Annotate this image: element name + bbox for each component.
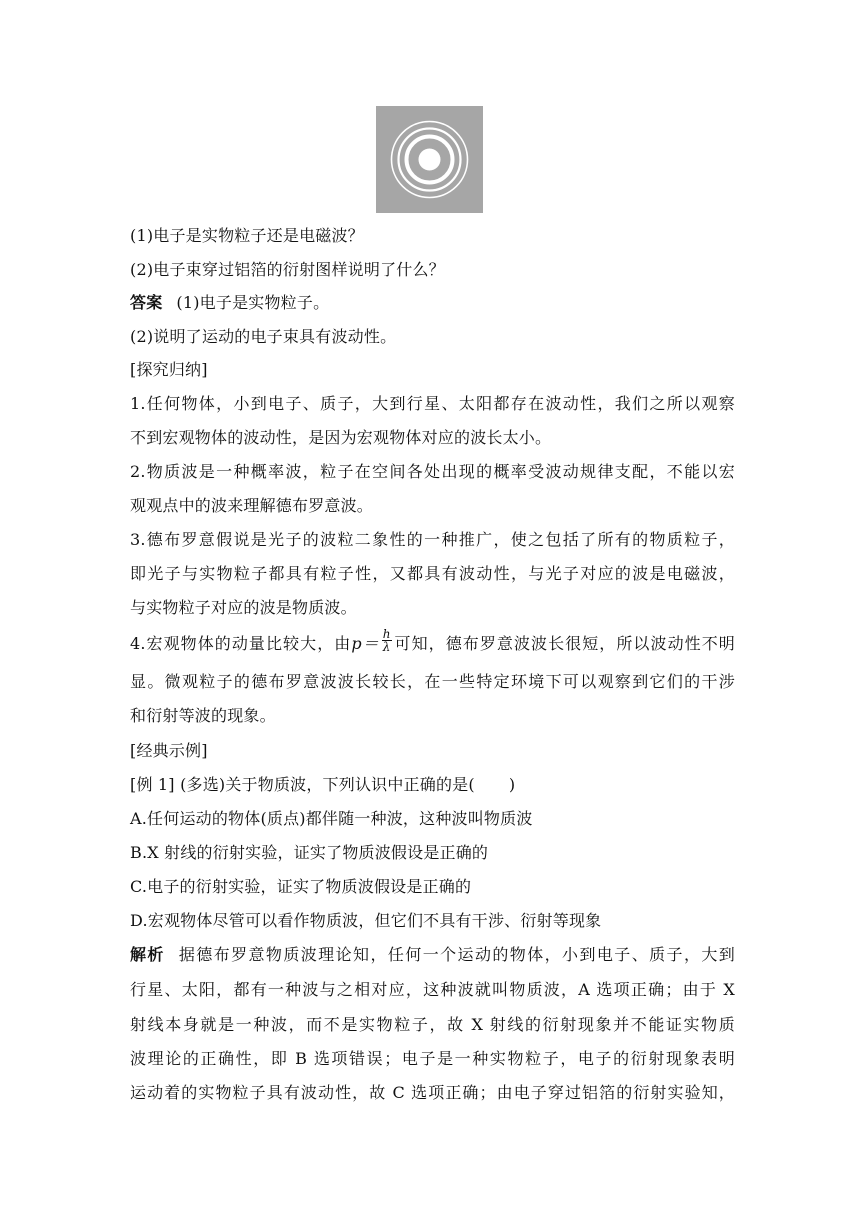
formula-lhs: p＝ [351,634,380,653]
point-4-line-2: 显。微观粒子的德布罗意波波长较长，在一些特定环境下可以观察到它们的干涉 [130,672,735,691]
point-3-line-3: 与实物粒子对应的波是物质波。 [130,598,357,617]
diffraction-rings-icon [376,106,483,213]
analysis-line-4: 波理论的正确性，即 B 选项错误；电子是一种实物粒子，电子的衍射现象表明 [130,1049,735,1068]
formula-fraction [382,628,392,653]
example-type: (多选) [180,775,226,794]
point-2-line-1: 2.物质波是一种概率波，粒子在空间各处出现的概率受波动规律支配，不能以宏 [130,462,735,481]
formula-denominator: λ [382,640,391,654]
answer-line-2: (2)说明了运动的电子束具有波动性。 [130,327,397,346]
section-example-heading: [经典示例] [130,741,208,760]
point-4-post: 可知，德布罗意波波长很短，所以波动性不明 [393,634,735,653]
example-question-end: ) [508,775,516,794]
question-2: (2)电子束穿过铝箔的衍射图样说明了什么？ [130,260,445,279]
section-inquiry-heading: [探究归纳] [130,360,208,379]
point-2-line-2: 观观点中的波来理解德布罗意波。 [130,496,374,515]
answer-text-1: (1)电子是实物粒子。 [176,293,330,312]
point-4-line-3: 和衍射等波的现象。 [130,706,276,725]
point-4-pre: 4.宏观物体的动量比较大，由 [130,634,352,653]
point-1-line-1: 1.任何物体，小到电子、质子，大到行星、太阳都存在波动性，我们之所以观察 [130,394,735,413]
example-question: 关于物质波，下列认识中正确的是( [225,775,475,794]
option-b: B.X 射线的衍射实验，证实了物质波假设是正确的 [130,843,489,862]
option-c: C.电子的衍射实验，证实了物质波假设是正确的 [130,877,472,896]
analysis-text-1: 据德布罗意物质波理论知，任何一个运动的物体，小到电子、质子，大到 [178,945,735,964]
diffraction-pattern-image [376,106,483,213]
question-1: (1)电子是实物粒子还是电磁波？ [130,226,364,245]
analysis-line-2: 行星、太阳，都有一种波与之相对应，这种波就叫物质波，A 选项正确；由于 X [130,980,735,999]
answer-line-1 [130,293,735,313]
point-3-line-2: 即光子与实物粒子都具有粒子性，又都具有波动性，与光子对应的波是电磁波， [130,564,735,583]
answer-label: 答案 [130,293,163,312]
example-tag: [例 1] [130,775,175,794]
example-stem [130,775,735,795]
analysis-line-3: 射线本身就是一种波，而不是实物粒子，故 X 射线的衍射现象并不能证实物质 [130,1015,735,1034]
formula-numerator: h [382,627,391,641]
analysis-line-1 [130,945,735,965]
point-3-line-1: 3.德布罗意假说是光子的波粒二象性的一种推广，使之包括了所有的物质粒子， [130,530,735,549]
option-d: D.宏观物体尽管可以看作物质波，但它们不具有干涉、衍射等现象 [130,911,602,930]
option-a: A.任何运动的物体(质点)都伴随一种波，这种波叫物质波 [130,809,533,828]
point-1-line-2: 不到宏观物体的波动性，是因为宏观物体对应的波长太小。 [130,428,552,447]
analysis-line-5: 运动着的实物粒子具有波动性，故 C 选项正确；由电子穿过铝箔的衍射实验知， [130,1083,735,1102]
point-4-line-1 [130,627,735,654]
analysis-label: 解析 [130,945,165,964]
